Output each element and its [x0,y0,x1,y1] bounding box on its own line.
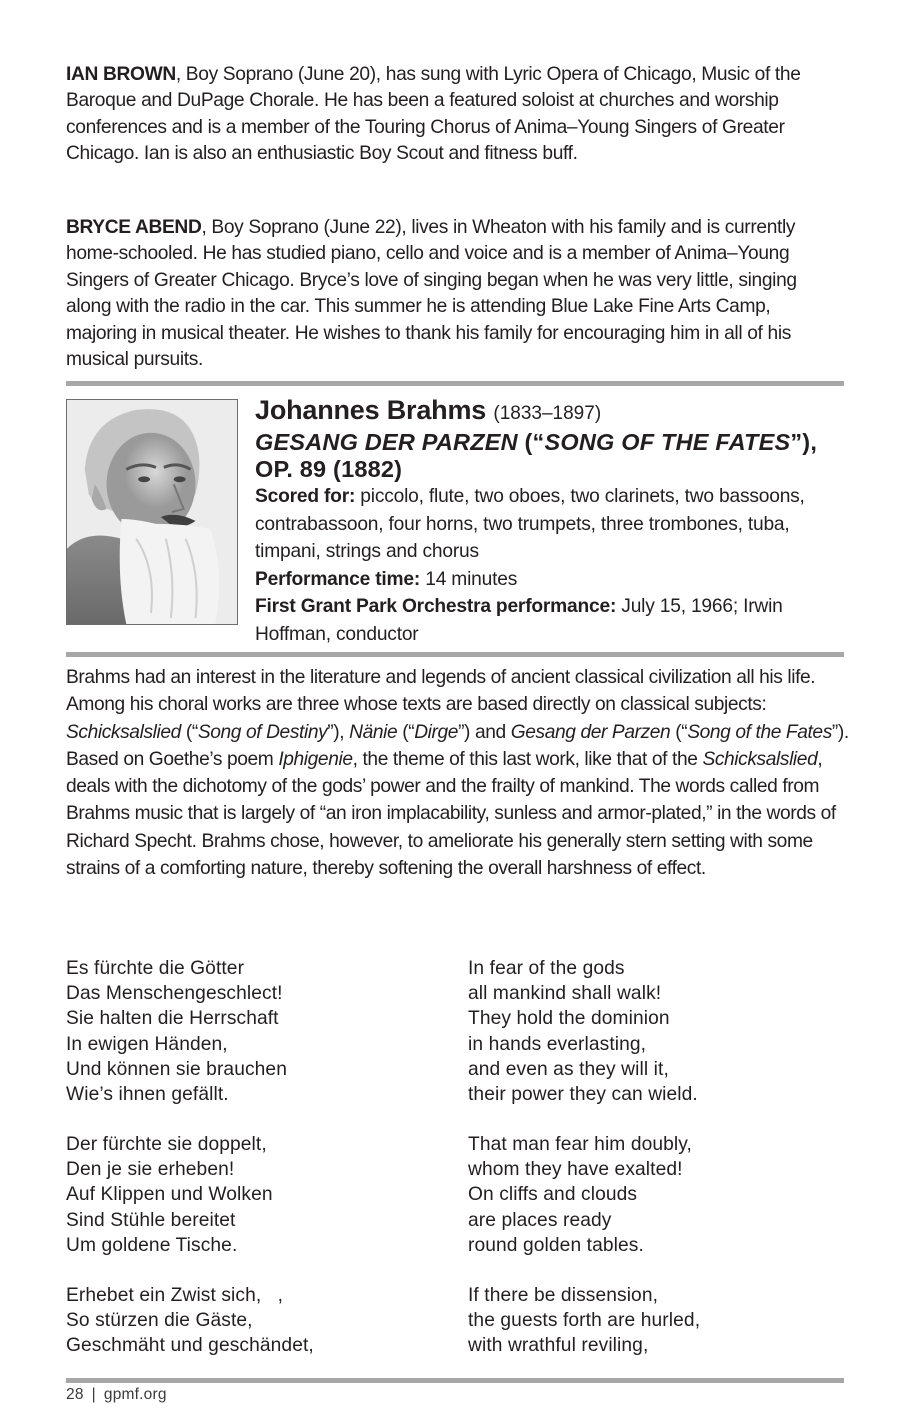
poem-line: Das Menschengeschlect! [66,983,283,1005]
notes-italic: Iphigenie [278,748,353,770]
poem-line: and even as they will it, [468,1058,669,1080]
poem-line: all mankind shall walk! [468,983,662,1005]
notes-text: Brahms had an interest in the literature and legends of ancient classical civilization all his life. Among his choral works are three whose texts are based directly on classical subjects: [66,667,816,716]
first-performance-label: First Grant Park Orchestra performance: [255,596,617,617]
poem-line: They hold the dominion [468,1008,670,1030]
poem-line: Und können sie brauchen [66,1058,287,1080]
notes-italic: Nänie [349,721,398,743]
poem-line: Den je sie erheben! [66,1159,235,1181]
poem-line: So stürzen die Gäste, [66,1310,253,1332]
work-title-german: GESANG DER PARZEN [255,429,518,455]
composer-name: Johannes Brahms [255,395,487,425]
notes-text: ”) and [458,721,511,743]
page-footer [66,1386,167,1404]
poem-stanza-german [66,1132,273,1258]
poem-line: their power they can wield. [468,1084,698,1106]
notes-italic: Schicksalslied [66,721,181,743]
notes-italic: Dirge [414,721,459,743]
bio-text: , Boy Soprano (June 20), has sung with Lyric Opera of Chicago, Music of the Baroque and DuPage Chorale. He has been a featured soloist at churches and worship conferences and is a member of the Touring Chorus of Anima–Young Singers of Greater Chicago. Ian is also an enthusiastic Boy Scout and fitness buff. [66,64,801,165]
work-title-opus: ”), OP. 89 (1882) [255,429,818,482]
poem-line: are places ready [468,1209,612,1231]
notes-text: (“ [180,721,198,743]
program-notes [66,664,856,882]
poem-line: Sind Stühle bereitet [66,1209,236,1231]
scored-for-value: piccolo, flute, two oboes, two clarinets, two bassoons, contrabassoon, four horns, two trumpets, three trombones, tuba, timpani, strings and chorus [255,486,805,562]
composer-dates: (1833–1897) [493,403,602,424]
scored-for [255,483,855,566]
performance-time-label: Performance time: [255,568,421,590]
bio-text: , Boy Soprano (June 22), lives in Wheaton with his family and is currently home-schooled. He has studied piano, cello and voice and is a member of Anima–Young Singers of Greater Chicago. Bryce’s love of singing began when he was very little, singing along with the radio in the car. This summer he is attending Blue Lake Fine Arts Camp, majoring in musical theater. He wishes to thank his family for encouraging him in all of his musical pursuits. [66,217,797,371]
bio-bryce-abend [66,215,846,373]
poem-line: Auf Klippen und Wolken [66,1184,273,1206]
bio-ian-brown [66,62,844,168]
notes-text: , deals with the dichotomy of the gods’ power and the frailty of mankind. The words called from Brahms music that is largely of “an iron implacability, sunless and armor-plated,” in the words of Richard Specht. Brahms chose, however, to ameliorate his generally stern setting with some strains of a comforting nature, thereby softening the overall harshness of effect. [66,748,836,880]
notes-italic: Song of the Fates [687,721,832,743]
poem-stanza-german [66,956,287,1107]
composer-portrait [66,399,238,625]
poem-line: Der fürchte sie doppelt, [66,1134,267,1155]
footer-site-link[interactable]: gpmf.org [103,1386,167,1403]
poem-line: That man fear him doubly, [468,1134,692,1155]
poem-line: Sie halten die Herrschaft [66,1008,279,1030]
notes-text: ”), [327,721,350,743]
poem-line: In ewigen Händen, [66,1033,228,1055]
poem-line: Um goldene Tische. [66,1234,238,1256]
poem-stanza-german [66,1283,314,1359]
first-performance-value: July 15, 1966; Irwin Hoffman, conductor [255,596,783,645]
poem-line: Erhebet ein Zwist sich, , [66,1285,284,1306]
notes-italic: Song of Destiny [197,721,328,743]
poem-line: Wie’s ihnen gefällt. [66,1084,229,1106]
poem-line: On cliffs and clouds [468,1184,638,1206]
page-number: 28 [66,1386,84,1403]
notes-text: , the theme of this last work, like that of the [352,748,703,770]
bio-name: IAN BROWN [66,64,176,85]
work-info [255,395,855,648]
scored-for-label: Scored for: [255,486,356,507]
work-title [255,429,855,483]
poem-line: Es fürchte die Götter [66,958,245,979]
poem-stanza-english [468,956,698,1107]
notes-text: (“ [670,721,688,743]
notes-text: (“ [397,721,415,743]
first-performance [255,593,850,648]
composer-heading [255,395,855,429]
poem-line: In fear of the gods [468,958,625,979]
poem-line: If there be dissension, [468,1285,659,1306]
section-divider [66,381,844,386]
poem-line: Geschmäht und geschändet, [66,1335,314,1357]
notes-text: ”). Based on Goethe’s poem [66,721,849,770]
footer-divider [66,1378,844,1383]
notes-italic: Schicksalslied [702,748,818,770]
poem-line: in hands everlasting, [468,1033,647,1055]
performance-time [255,566,855,594]
poem-line: the guests forth are hurled, [468,1310,701,1332]
work-title-punct: (“ [517,429,545,455]
poem-line: with wrathful reviling, [468,1335,649,1357]
bio-name: BRYCE ABEND [66,217,202,238]
portrait-image [67,400,237,624]
poem-stanza-english [468,1283,700,1359]
work-title-english: SONG OF THE FATES [544,429,791,455]
poem-line: round golden tables. [468,1234,644,1256]
performance-time-value: 14 minutes [420,568,518,590]
notes-italic: Gesang der Parzen [510,721,671,743]
section-divider [66,652,844,657]
poem-stanza-english [468,1132,692,1258]
footer-separator: | [91,1386,96,1403]
poem-line: whom they have exalted! [468,1159,683,1181]
